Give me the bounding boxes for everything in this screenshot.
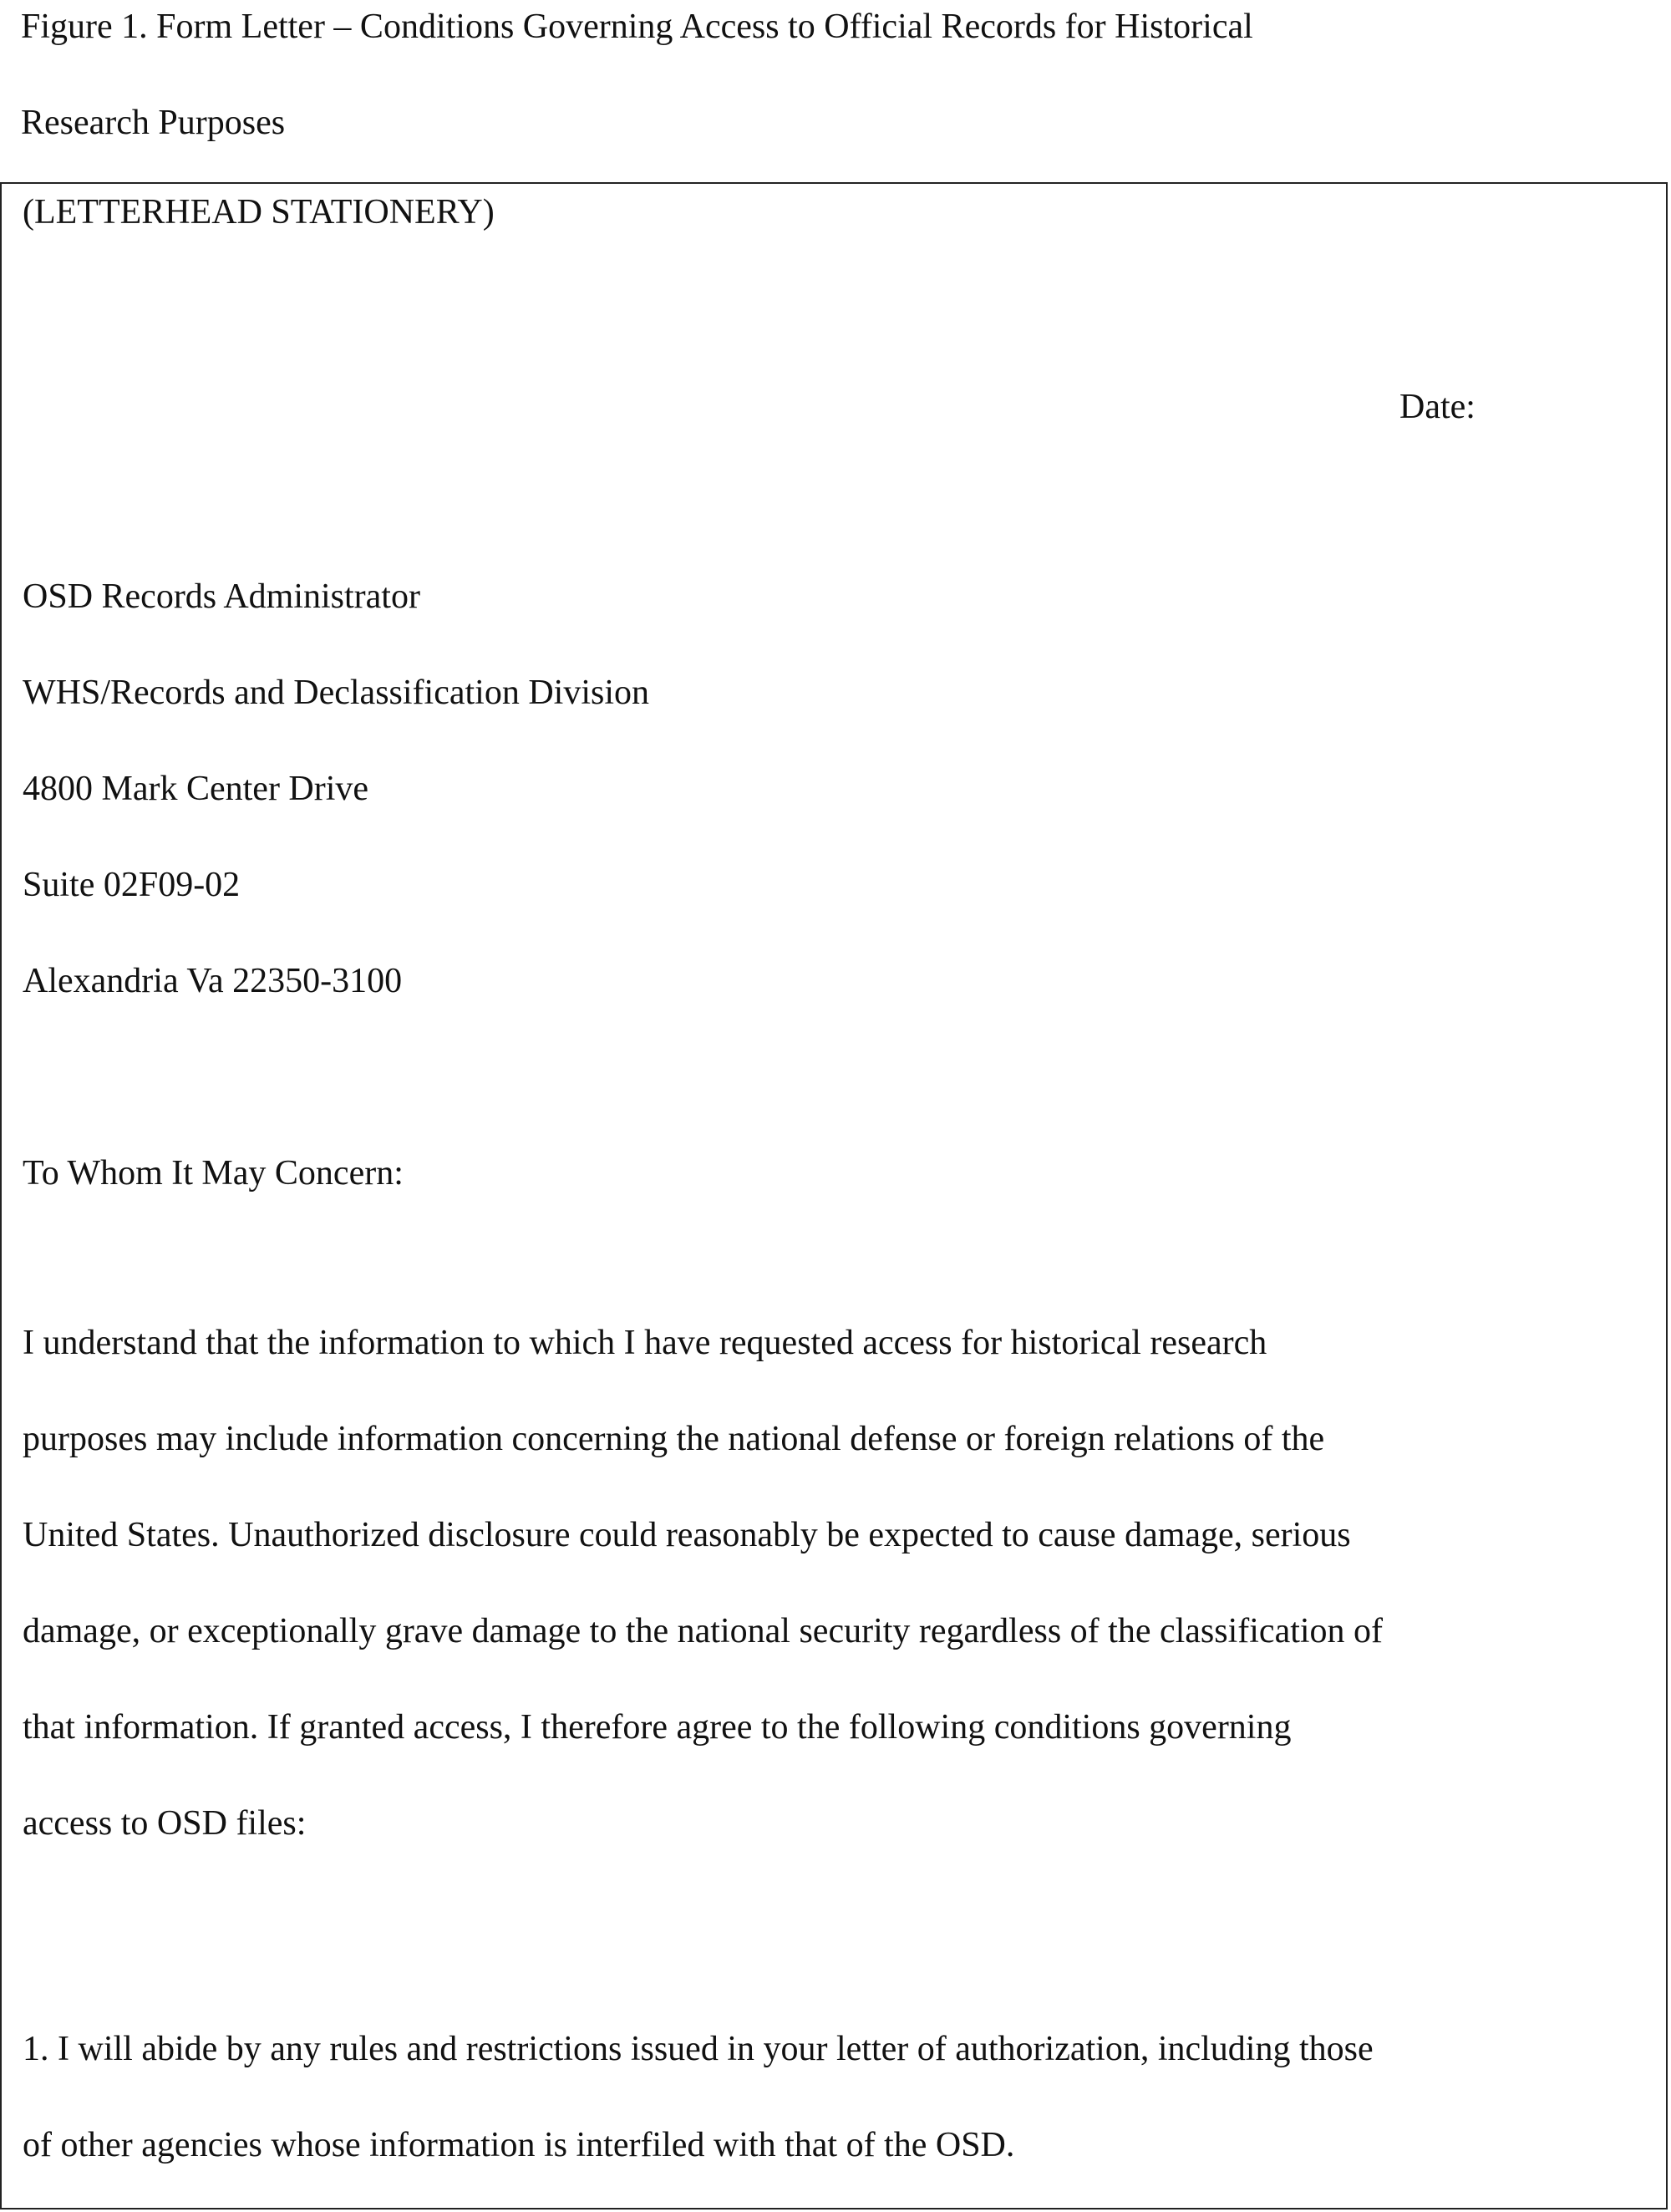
body-paragraph-line: damage, or exceptionally grave damage to the national security regardless of the classification of: [23, 1612, 1384, 1650]
date-label: Date:: [1399, 388, 1475, 426]
recipient-line-3: 4800 Mark Center Drive: [23, 770, 369, 808]
figure-caption-line-1: Figure 1. Form Letter – Conditions Governing Access to Official Records for Historical: [21, 8, 1253, 46]
figure-caption: [21, 0, 1650, 171]
recipient-line-2: WHS/Records and Declassification Division: [23, 674, 650, 712]
form-letter-frame: [0, 182, 1668, 2209]
salutation: To Whom It May Concern:: [23, 1154, 404, 1192]
condition-1-line: 1. I will abide by any rules and restrictions issued in your letter of authorization, including those: [23, 2030, 1374, 2068]
body-paragraph-line: I understand that the information to which I have requested access for historical research: [23, 1324, 1267, 1362]
body-paragraph-line: that information. If granted access, I therefore agree to the following conditions governing: [23, 1708, 1292, 1747]
body-paragraph-line: access to OSD files:: [23, 1804, 307, 1843]
recipient-line-4: Suite 02F09-02: [23, 866, 241, 904]
body-paragraph: [23, 1295, 1652, 1872]
condition-1-line: of other agencies whose information is interfiled with that of the OSD.: [23, 2126, 1015, 2164]
body-paragraph-line: purposes may include information concerning the national defense or foreign relations of the: [23, 1420, 1325, 1458]
body-paragraph-line: United States. Unauthorized disclosure could reasonably be expected to cause damage, serious: [23, 1516, 1351, 1554]
letterhead-placeholder: (LETTERHEAD STATIONERY): [23, 193, 495, 231]
figure-caption-line-2: Research Purposes: [21, 104, 286, 142]
recipient-line-1: OSD Records Administrator: [23, 577, 420, 616]
condition-1: [23, 2001, 1652, 2194]
recipient-line-5: Alexandria Va 22350-3100: [23, 962, 403, 1000]
